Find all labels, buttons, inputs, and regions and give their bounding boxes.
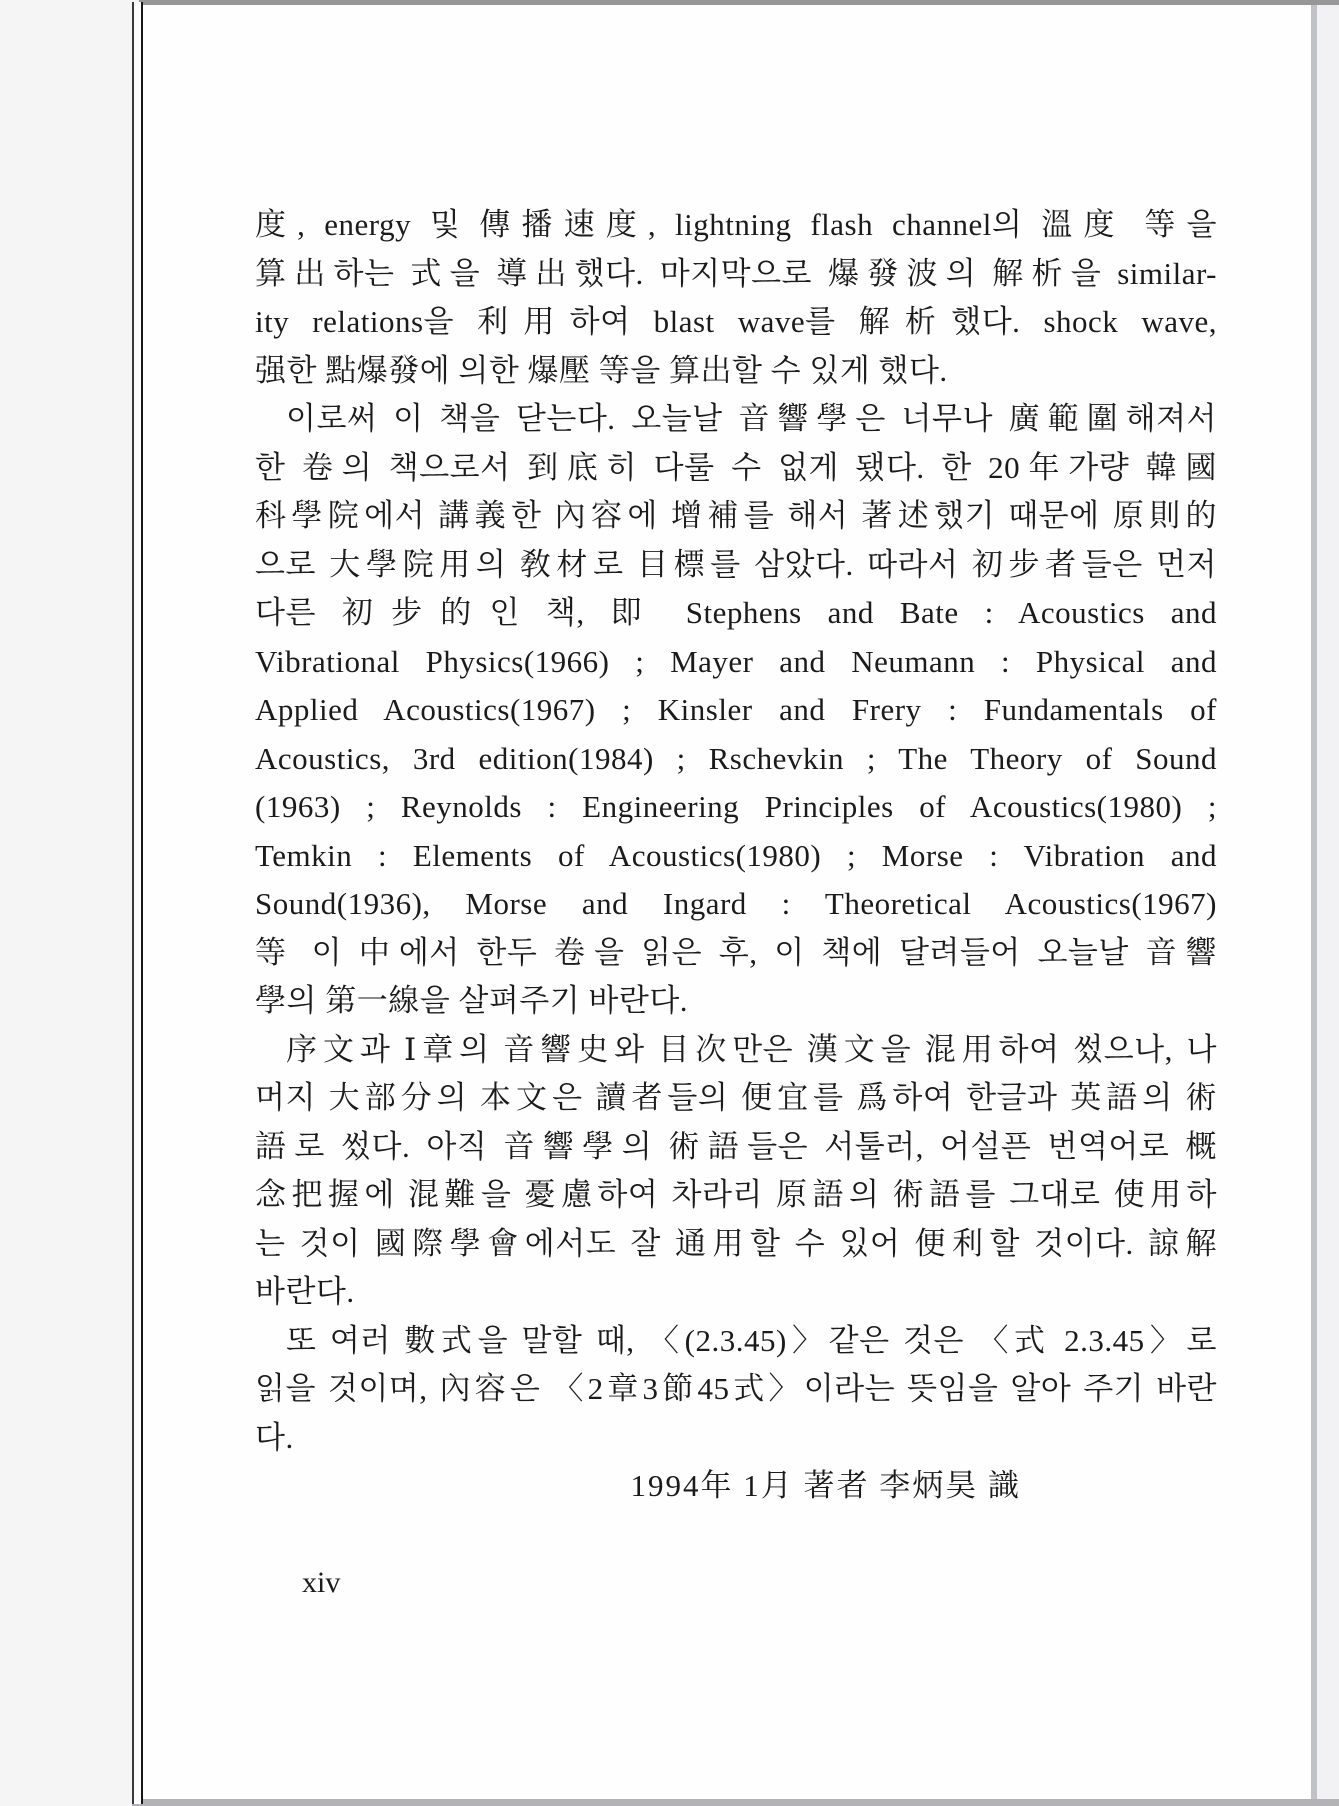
- page-right-edge: [1311, 5, 1317, 1799]
- text-line: (1963) ; Reynolds : Engineering Principles of Acoustics(1980) ;: [255, 789, 1217, 824]
- text-line: 다른 初步的인 책, 即 Stephens and Bate : Acoustics and: [255, 595, 1217, 630]
- text-line: 머지 大部分의 本文은 讀者들의 便宜를 爲하여 한글과 英語의 術: [255, 1080, 1217, 1115]
- text-line: Acoustics, 3rd edition(1984) ; Rschevkin ; The Theory of Sound: [255, 740, 1217, 776]
- text-line: 度, energy 및 傳播速度, lightning flash channel의 溫度 等을: [255, 207, 1217, 242]
- text-line: 는 것이 國際學會에서도 잘 通用할 수 있어 便利할 것이다. 諒解: [255, 1225, 1217, 1261]
- page-right-strip: [1317, 5, 1339, 1799]
- text-line: 한 卷의 책으로서 到底히 다룰 수 없게 됐다. 한 20年가량 韓國: [255, 449, 1217, 485]
- text-line: 語로 썼다. 아직 音響學의 術語들은 서툴러, 어설픈 번역어로 概: [255, 1128, 1217, 1164]
- text-line: 바란다.: [255, 1274, 355, 1309]
- page-left-edge-line: [132, 2, 143, 1804]
- page-bottom-edge: [132, 1799, 1339, 1806]
- page-top-edge: [139, 0, 1339, 5]
- text-line: Applied Acoustics(1967) ; Kinsler and Frery : Fundamentals of: [255, 692, 1217, 727]
- text-line: 念把握에 混難을 憂慮하여 차라리 原語의 術語를 그대로 使用하: [255, 1177, 1217, 1212]
- text-line: 强한 點爆發에 의한 爆壓 等을 算出할 수 있게 했다.: [255, 352, 948, 388]
- text-line: Temkin : Elements of Acoustics(1980) ; Morse : Vibration and: [255, 837, 1217, 873]
- text-line: 이로써 이 책을 닫는다. 오늘날 音響學은 너무나 廣範圍해져서: [286, 401, 1217, 436]
- text-line: Sound(1936), Morse and Ingard : Theoretical Acoustics(1967): [255, 886, 1217, 921]
- text-line: 等 이 中에서 한두 卷을 읽은 후, 이 책에 달려들어 오늘날 音響: [255, 934, 1217, 970]
- text-line: 算出하는 式을 導出했다. 마지막으로 爆發波의 解析을 similar-: [255, 255, 1217, 291]
- text-line: 으로 大學院用의 敎材로 目標를 삼았다. 따라서 初步者들은 먼저: [255, 546, 1217, 582]
- text-line: ity relations을 利用하여 blast wave를 解析했다. shock wave,: [255, 304, 1217, 339]
- text-line: 다.: [255, 1419, 294, 1455]
- page-number: xiv: [302, 1566, 341, 1599]
- text-line: 學의 第一線을 살펴주기 바란다.: [255, 983, 689, 1018]
- text-line: 또 여러 數式을 말할 때, 〈(2.3.45)〉같은 것은 〈式 2.3.45〉로: [286, 1322, 1217, 1358]
- text-line: 科學院에서 講義한 內容에 增補를 해서 著述했기 때문에 原則的: [255, 498, 1217, 533]
- text-line: 읽을 것이며, 內容은 〈2章3節45式〉이라는 뜻임을 알아 주기 바란: [255, 1371, 1217, 1406]
- text-line: 序文과 Ⅰ章의 音響史와 目次만은 漢文을 混用하여 썼으나, 나: [286, 1031, 1217, 1067]
- text-line: Vibrational Physics(1966) ; Mayer and Neumann : Physical and: [255, 643, 1217, 679]
- author-signature: 1994年 1月 著者 李炳昊 識: [630, 1468, 1021, 1503]
- text-block: [255, 201, 1217, 1511]
